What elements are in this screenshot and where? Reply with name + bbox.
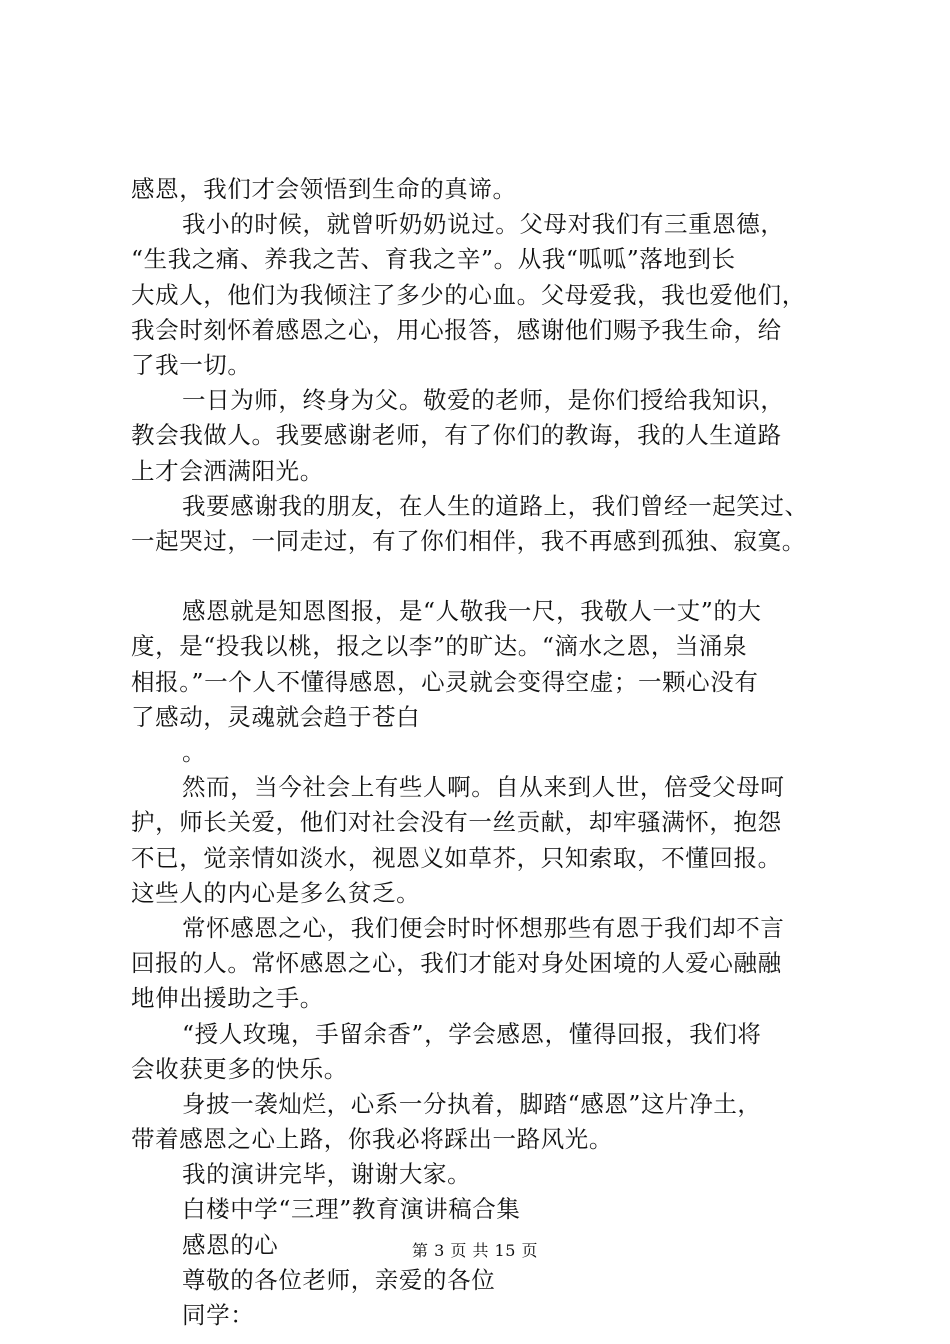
- text-line: 会收获更多的快乐。: [131, 1054, 348, 1083]
- text-line: 大成人，他们为我倾注了多少的心血。父母爱我，我也爱他们，: [131, 280, 806, 309]
- page-footer: 第 3 页 共 15 页: [412, 1241, 538, 1260]
- text-line: 感恩就是知恩图报，是“人敬我一尺，我敬人一丈”的大: [182, 597, 762, 626]
- text-line: 带着感恩之心上路，你我必将踩出一路风光。: [131, 1125, 613, 1154]
- text-line: 相报。”一个人不懂得感恩，心灵就会变得空虚；一颗心没有: [131, 667, 759, 696]
- blank-line: [131, 559, 843, 594]
- text-line: 教会我做人。我要感谢老师，有了你们的教诲，我的人生道路: [131, 421, 782, 450]
- text-line: 我要感谢我的朋友，在人生的道路上，我们曾经一起笑过、: [182, 491, 809, 520]
- text-line: 上才会洒满阳光。: [131, 456, 324, 485]
- text-line: 。: [182, 738, 207, 766]
- text-line: 地伸出援助之手。: [131, 984, 324, 1013]
- text-line: 护，师长关爱，他们对社会没有一丝贡献，却牢骚满怀，抱怨: [131, 808, 782, 837]
- text-line: 这些人的内心是多么贫乏。: [131, 878, 421, 907]
- text-line: 回报的人。常怀感恩之心，我们才能对身处困境的人爱心融融: [131, 949, 782, 978]
- text-line: 感恩，我们才会领悟到生命的真谛。: [131, 175, 517, 203]
- text-line: 度，是“投我以桃，报之以李”的旷达。“滴水之恩，当涌泉: [131, 632, 748, 661]
- document-body: [131, 172, 843, 1333]
- text-line: 了感动，灵魂就会趋于苍白: [131, 702, 421, 731]
- text-line: 了我一切。: [131, 350, 252, 379]
- text-line: 然而，当今社会上有些人啊。自从来到人世，倍受父母呵: [182, 773, 785, 802]
- text-line: 我会时刻怀着感恩之心，用心报答，感谢他们赐予我生命，给: [131, 315, 782, 344]
- text-line: “生我之痛、养我之苦、育我之辛”。从我“呱呱”落地到长: [131, 245, 736, 274]
- text-line: 我小的时候，就曾听奶奶说过。父母对我们有三重恩德，: [182, 210, 785, 239]
- text-line: 一日为师，终身为父。敬爱的老师，是你们授给我知识，: [182, 386, 785, 415]
- text-line: 白楼中学“三理”教育演讲稿合集: [182, 1195, 521, 1224]
- text-line: 同学：: [182, 1301, 255, 1329]
- text-line: 常怀感恩之心，我们便会时时怀想那些有恩于我们却不言: [182, 913, 785, 942]
- text-line: 我的演讲完毕，谢谢大家。: [182, 1160, 472, 1189]
- text-line: 一起哭过，一同走过，有了你们相伴，我不再感到孤独、寂寞。: [131, 526, 806, 555]
- text-line: 尊敬的各位老师，亲爱的各位: [182, 1265, 496, 1294]
- text-line: “授人玫瑰，手留余香”，学会感恩，懂得回报，我们将: [182, 1019, 762, 1048]
- text-line: 不已，觉亲情如淡水，视恩义如草芥，只知索取，不懂回报。: [131, 843, 782, 872]
- text-line: 感恩的心: [182, 1230, 279, 1259]
- text-line: 身披一袭灿烂，心系一分执着，脚踏“感恩”这片净土，: [182, 1089, 762, 1118]
